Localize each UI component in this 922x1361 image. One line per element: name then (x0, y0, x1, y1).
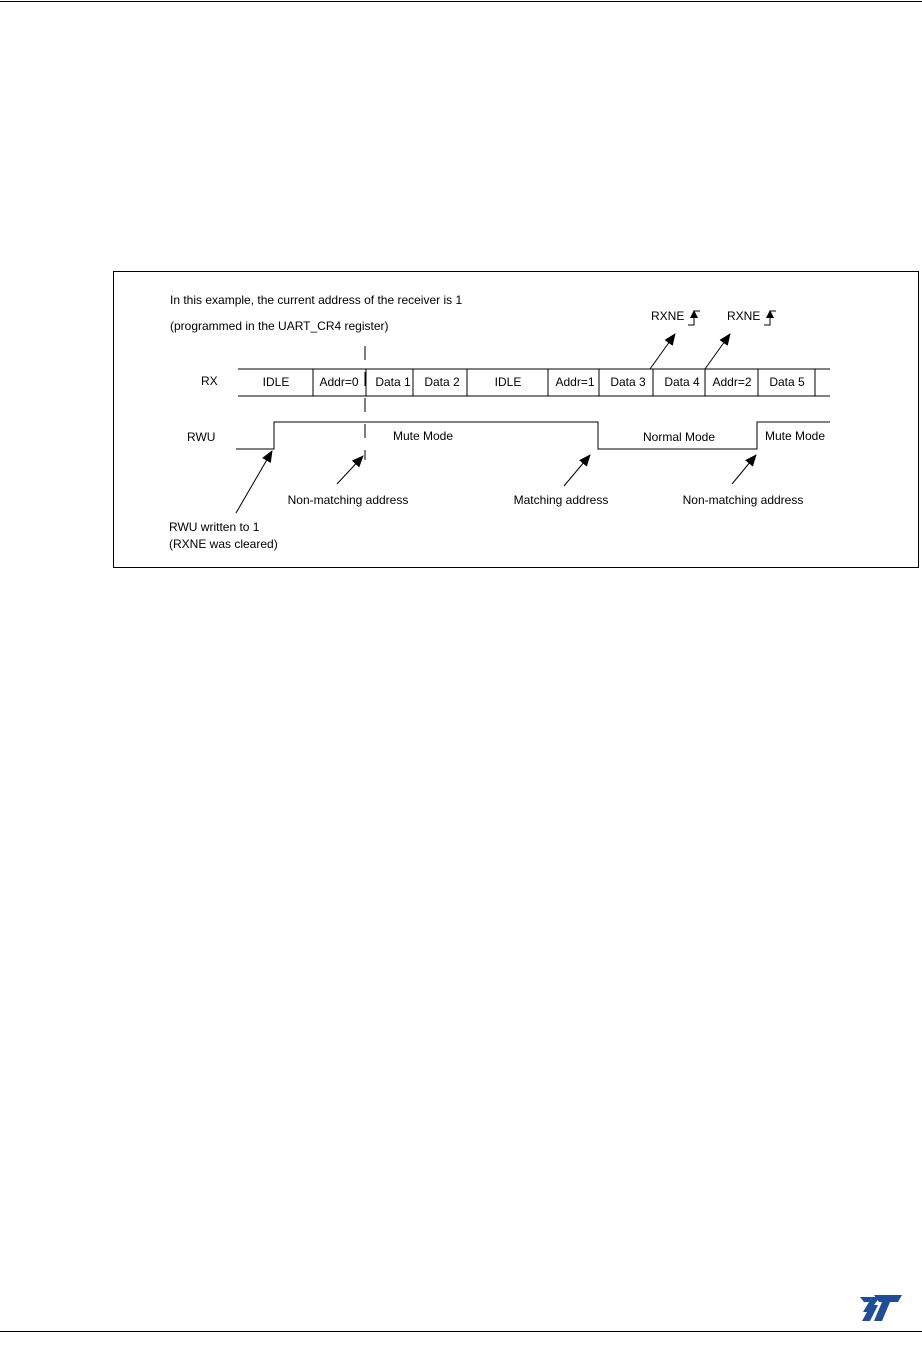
rx-frame-addr0: Addr=0 (319, 375, 359, 389)
mute-mode-label-2: Mute Mode (764, 429, 826, 443)
mute-mode-label: Mute Mode (392, 429, 454, 443)
non-matching-address-label-1: Non-matching address (287, 493, 409, 507)
rx-frame-idle-2: IDLE (494, 375, 522, 389)
rx-frame-idle-1: IDLE (262, 375, 290, 389)
rwu-written-label-line2: (RXNE was cleared) (169, 537, 278, 551)
rx-frame-data2: Data 2 (424, 375, 460, 389)
rxne-rising-edge-icon (688, 310, 700, 325)
rx-frame-data3: Data 3 (610, 375, 646, 389)
st-logo-icon (860, 1293, 904, 1323)
rwu-signal-label: RWU (187, 430, 216, 444)
rwu-waveform (236, 422, 830, 449)
rwu-written-label-line1: RWU written to 1 (169, 520, 260, 534)
rx-frame-data1: Data 1 (375, 375, 411, 389)
non-matching-address-label-2: Non-matching address (682, 493, 804, 507)
matching-arrow (564, 455, 590, 486)
rxne-rising-edge-icon (764, 310, 776, 325)
non-matching-arrow-1 (337, 456, 363, 484)
rwu-written-arrow (236, 451, 272, 513)
rxne-label-2: RXNE (727, 309, 761, 323)
footer-rule (0, 1331, 922, 1332)
rx-frame-data4: Data 4 (664, 375, 700, 389)
rxne-label-1: RXNE (651, 309, 685, 323)
rxne-arrow-1 (650, 334, 675, 369)
rxne-arrow-2 (705, 334, 730, 369)
rx-frame-data5: Data 5 (769, 375, 805, 389)
note-line-1: In this example, the current address of the receiver is 1 (170, 293, 463, 307)
note-line-2: (programmed in the UART_CR4 register) (170, 319, 389, 333)
non-matching-arrow-2 (732, 455, 756, 484)
rx-frame-addr2: Addr=2 (712, 375, 752, 389)
rx-frame-addr1: Addr=1 (555, 375, 595, 389)
rx-signal-label: RX (201, 374, 218, 388)
normal-mode-label: Normal Mode (642, 430, 716, 444)
matching-address-label: Matching address (513, 493, 609, 507)
